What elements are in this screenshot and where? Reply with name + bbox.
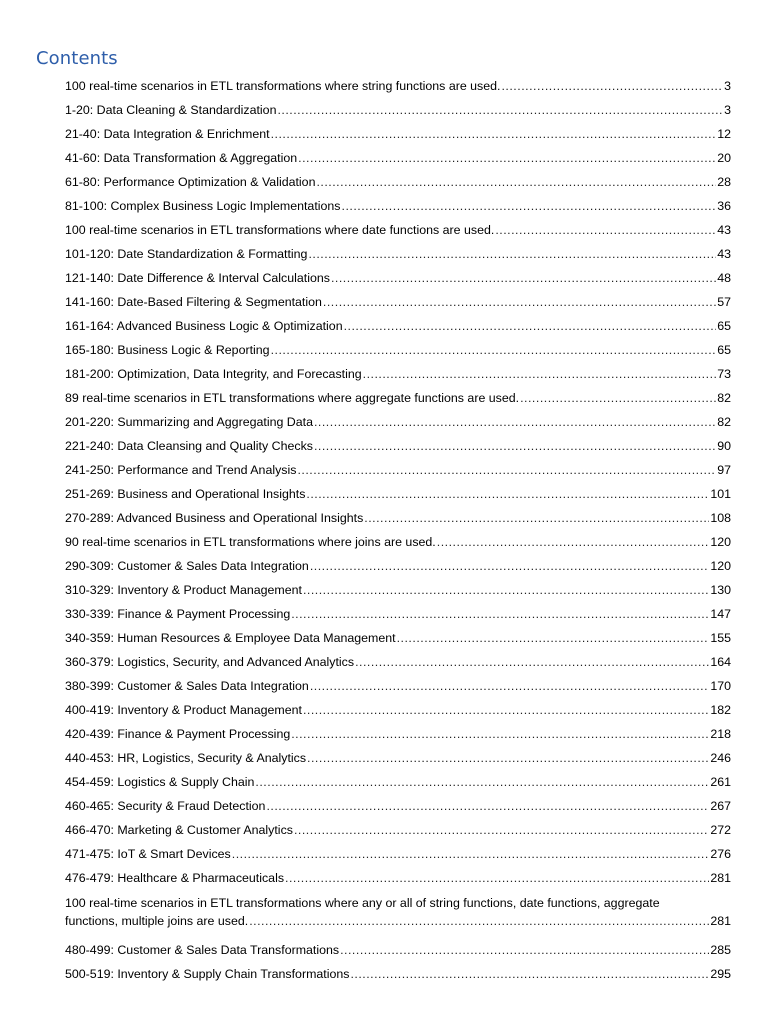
toc-entry-page: 120 <box>710 535 731 549</box>
toc-entry-page: 43 <box>717 247 731 261</box>
toc-entry-page: 48 <box>717 271 731 285</box>
toc-entry-page: 90 <box>717 439 731 453</box>
toc-entry-page: 73 <box>717 367 731 381</box>
toc-entry-page: 101 <box>710 487 731 501</box>
toc-entry[interactable] <box>65 433 731 457</box>
dot-leader <box>298 151 716 166</box>
toc-entry-page: 57 <box>717 295 731 309</box>
toc-entry-page: 65 <box>717 343 731 357</box>
dot-leader <box>291 607 709 622</box>
toc-entry-label: 310-329: Inventory & Product Management <box>65 583 302 597</box>
toc-entry[interactable] <box>65 745 731 769</box>
dot-leader <box>310 679 709 694</box>
toc-entry-label: 476-479: Healthcare & Pharmaceuticals <box>65 871 285 885</box>
toc-entry-label: 290-309: Customer & Sales Data Integration <box>65 559 309 573</box>
toc-entry[interactable] <box>65 385 731 409</box>
toc-entry[interactable] <box>65 481 731 505</box>
dot-leader <box>285 871 709 886</box>
dot-leader <box>291 727 709 742</box>
toc-entry[interactable] <box>65 721 731 745</box>
toc-entry-label-line1: 100 real-time scenarios in ETL transformations where any or all of string functions, date functions, aggregate <box>65 896 660 910</box>
toc-entry-page: 82 <box>717 415 731 429</box>
toc-entry-page: 3 <box>724 103 731 117</box>
toc-entry-page: 295 <box>710 967 731 981</box>
dot-leader <box>306 487 709 502</box>
toc-entry-page: 281 <box>710 914 731 928</box>
dot-leader <box>277 103 723 118</box>
toc-entry-label: 121-140: Date Difference & Interval Calculations <box>65 271 330 285</box>
toc-entry[interactable] <box>65 817 731 841</box>
toc-entry[interactable] <box>65 457 731 481</box>
toc-entry[interactable] <box>65 793 731 817</box>
toc-entry[interactable] <box>65 601 731 625</box>
dot-leader <box>331 271 716 286</box>
toc-entry-page: 3 <box>724 79 731 93</box>
toc-entry-label: 201-220: Summarizing and Aggregating Data <box>65 415 313 429</box>
dot-leader <box>271 127 717 142</box>
toc-entry-page: 108 <box>710 511 731 525</box>
toc-entry-label: 466-470: Marketing & Customer Analytics <box>65 823 293 837</box>
dot-leader <box>232 847 710 862</box>
dot-leader <box>340 943 709 958</box>
toc-entry-label: 81-100: Complex Business Logic Implementations <box>65 199 341 213</box>
toc-entry-page: 261 <box>710 775 731 789</box>
toc-entry-page: 267 <box>710 799 731 813</box>
toc-entry[interactable] <box>65 673 731 697</box>
toc-entry[interactable] <box>65 505 731 529</box>
toc-entry-label: 221-240: Data Cleansing and Quality Checks <box>65 439 313 453</box>
dot-leader <box>294 823 709 838</box>
dot-leader <box>350 967 709 982</box>
toc-entry-label-line2: functions, multiple joins are used. <box>65 914 249 928</box>
toc-entry-label: 161-164: Advanced Business Logic & Optimization <box>65 319 343 333</box>
toc-entry-label: 141-160: Date-Based Filtering & Segmentation <box>65 295 322 309</box>
toc-entry[interactable] <box>65 577 731 601</box>
toc-entry-label: 41-60: Data Transformation & Aggregation <box>65 151 298 165</box>
toc-entry-label: 89 real-time scenarios in ETL transformations where aggregate functions are used. <box>65 391 520 405</box>
toc-entry-page: 20 <box>717 151 731 165</box>
dot-leader <box>397 631 710 646</box>
dot-leader <box>314 439 716 454</box>
toc-entry[interactable] <box>65 97 731 121</box>
toc-entry-page: 182 <box>710 703 731 717</box>
toc-entry[interactable] <box>65 265 731 289</box>
toc-entry-page: 43 <box>717 223 731 237</box>
toc-entry-label: 471-475: IoT & Smart Devices <box>65 847 231 861</box>
toc-entry[interactable] <box>65 313 731 337</box>
toc-entry-page: 130 <box>710 583 731 597</box>
toc-entry[interactable] <box>65 241 731 265</box>
toc-entry-page: 285 <box>710 943 731 957</box>
toc-entry[interactable] <box>65 649 731 673</box>
toc-entry-label: 241-250: Performance and Trend Analysis <box>65 463 297 477</box>
dot-leader <box>520 391 716 406</box>
toc-entry[interactable] <box>65 553 731 577</box>
dot-leader <box>344 319 717 334</box>
toc-entry[interactable] <box>65 841 731 865</box>
toc-entry-page: 272 <box>710 823 731 837</box>
toc-entry-label: 440-453: HR, Logistics, Security & Analytics <box>65 751 307 765</box>
toc-entry[interactable] <box>65 169 731 193</box>
toc-entry-mixed-functions[interactable] <box>65 889 731 937</box>
toc-heading: Contents <box>36 48 118 69</box>
toc-entry-page: 97 <box>717 463 731 477</box>
toc-entry-label: 420-439: Finance & Payment Processing <box>65 727 291 741</box>
toc-entry-label: 360-379: Logistics, Security, and Advanced Analytics <box>65 655 355 669</box>
toc-entry-page: 147 <box>710 607 731 621</box>
dot-leader <box>310 559 709 574</box>
dot-leader <box>355 655 709 670</box>
toc-entry[interactable] <box>65 121 731 145</box>
dot-leader <box>303 703 709 718</box>
toc-entry-label: 101-120: Date Standardization & Formatting <box>65 247 308 261</box>
dot-leader <box>271 343 717 358</box>
toc-entry[interactable] <box>65 937 731 961</box>
toc-entry[interactable] <box>65 289 731 313</box>
toc-entry-label: 460-465: Security & Fraud Detection <box>65 799 266 813</box>
toc-entry-label: 165-180: Business Logic & Reporting <box>65 343 270 357</box>
toc-entry[interactable] <box>65 337 731 361</box>
toc-entry-label: 21-40: Data Integration & Enrichment <box>65 127 270 141</box>
toc-entry-page: 82 <box>717 391 731 405</box>
toc-entry-label: 454-459: Logistics & Supply Chain <box>65 775 255 789</box>
toc-entry-label: 340-359: Human Resources & Employee Data Management <box>65 631 396 645</box>
toc-entry-page: 155 <box>710 631 731 645</box>
toc-entry-page: 28 <box>717 175 731 189</box>
toc-entry-label: 380-399: Customer & Sales Data Integration <box>65 679 309 693</box>
toc-entry[interactable] <box>65 529 731 553</box>
toc-entry[interactable] <box>65 145 731 169</box>
toc-entry[interactable] <box>65 865 731 889</box>
toc-entry-label: 100 real-time scenarios in ETL transformations where date functions are used. <box>65 223 495 237</box>
dot-leader <box>316 175 716 190</box>
toc-entry-label: 181-200: Optimization, Data Integrity, and Forecasting <box>65 367 362 381</box>
toc-entry-label: 270-289: Advanced Business and Operational Insights <box>65 511 364 525</box>
toc-entry-label: 251-269: Business and Operational Insights <box>65 487 306 501</box>
toc-entry-page: 12 <box>717 127 731 141</box>
toc-entry-page: 65 <box>717 319 731 333</box>
toc-entry[interactable] <box>65 697 731 721</box>
dot-leader <box>364 511 709 526</box>
toc-entry[interactable] <box>65 217 731 241</box>
toc-entry-page: 170 <box>710 679 731 693</box>
dot-leader <box>249 912 709 930</box>
dot-leader <box>495 223 716 238</box>
toc-entry-label: 100 real-time scenarios in ETL transformations where string functions are used. <box>65 79 501 93</box>
toc-list <box>65 73 731 985</box>
toc-entry-page: 246 <box>710 751 731 765</box>
toc-entry-label: 480-499: Customer & Sales Data Transformations <box>65 943 340 957</box>
toc-entry[interactable] <box>65 409 731 433</box>
toc-entry-label: 330-339: Finance & Payment Processing <box>65 607 291 621</box>
toc-entry[interactable] <box>65 193 731 217</box>
dot-leader <box>255 775 709 790</box>
toc-entry-label: 61-80: Performance Optimization & Validation <box>65 175 316 189</box>
dot-leader <box>323 295 716 310</box>
toc-entry-label: 400-419: Inventory & Product Management <box>65 703 302 717</box>
toc-entry-page: 276 <box>710 847 731 861</box>
toc-entry-label: 500-519: Inventory & Supply Chain Transformations <box>65 967 350 981</box>
dot-leader <box>342 199 717 214</box>
dot-leader <box>363 367 717 382</box>
toc-entry[interactable] <box>65 625 731 649</box>
dot-leader <box>501 79 723 94</box>
toc-entry-page: 36 <box>717 199 731 213</box>
toc-entry-page: 281 <box>710 871 731 885</box>
dot-leader <box>314 415 716 430</box>
dot-leader <box>308 247 716 262</box>
toc-entry[interactable] <box>65 361 731 385</box>
toc-entry-label: 1-20: Data Cleaning & Standardization <box>65 103 277 117</box>
toc-entry[interactable] <box>65 73 731 97</box>
dot-leader <box>437 535 710 550</box>
toc-entry-page: 164 <box>710 655 731 669</box>
dot-leader <box>297 463 716 478</box>
toc-entry[interactable] <box>65 769 731 793</box>
dot-leader <box>266 799 709 814</box>
dot-leader <box>303 583 709 598</box>
toc-entry-label: 90 real-time scenarios in ETL transformations where joins are used. <box>65 535 436 549</box>
toc-entry[interactable] <box>65 961 731 985</box>
dot-leader <box>307 751 709 766</box>
toc-entry-page: 218 <box>710 727 731 741</box>
toc-entry-page: 120 <box>710 559 731 573</box>
